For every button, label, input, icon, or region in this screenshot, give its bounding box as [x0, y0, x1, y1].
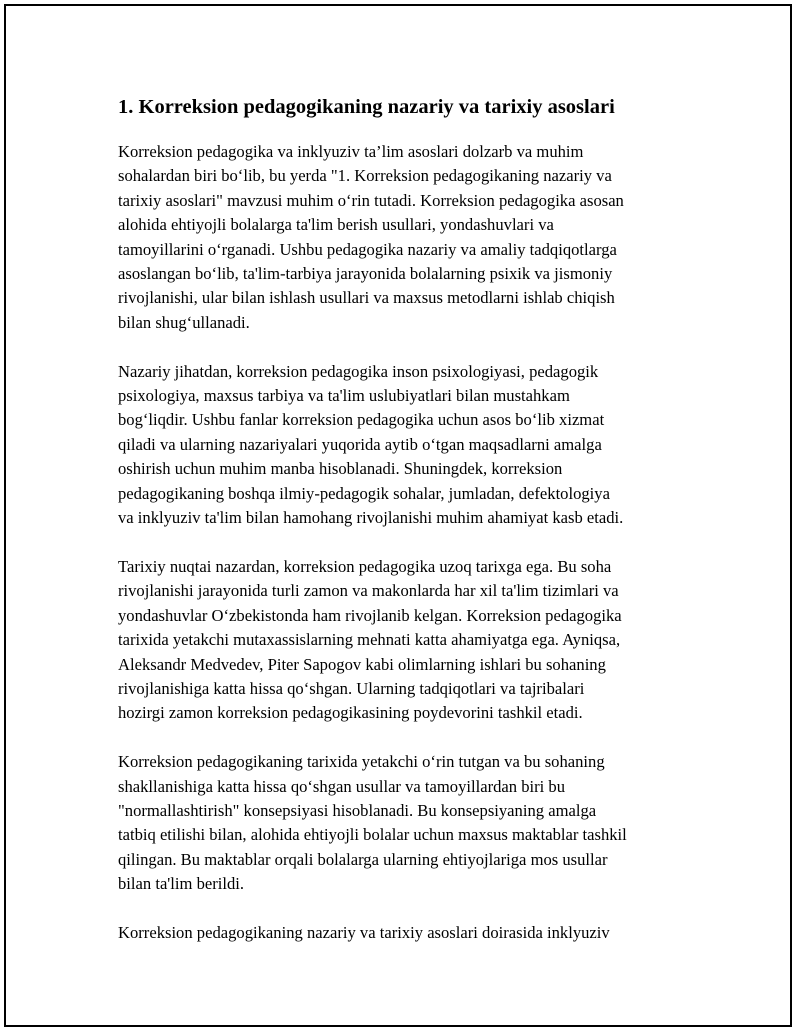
document-page [4, 4, 792, 1027]
text-line: sohalardan biri bo‘lib, bu yerda "1. Korreksion pedagogikaning nazariy va [118, 166, 612, 186]
paragraph-theoretical [118, 360, 678, 531]
text-line: Korreksion pedagogikaning tarixida yetakchi o‘rin tutgan va bu sohaning [118, 752, 605, 772]
text-line: rivojlanishi jarayonida turli zamon va makonlarda har xil ta'lim tizimlari va [118, 581, 619, 601]
text-line: rivojlanishiga katta hissa qo‘shgan. Ularning tadqiqotlari va tajribalari [118, 678, 585, 698]
text-line: asoslangan bo‘lib, ta'lim-tarbiya jarayonida bolalarning psixik va jismoniy [118, 264, 613, 284]
text-line: tarixida yetakchi mutaxassislarning mehnati katta ahamiyatga ega. Ayniqsa, [118, 630, 621, 650]
paragraph-intro [118, 140, 678, 335]
text-line: Nazariy jihatdan, korreksion pedagogika inson psixologiyasi, pedagogik [118, 361, 599, 381]
text-line: "normallashtirish" konsepsiyasi hisoblanadi. Bu konsepsiyaning amalga [118, 800, 597, 820]
text-line: qiladi va ularning nazariyalari yuqorida aytib o‘tgan maqsadlarni amalga [118, 434, 602, 454]
text-line: tatbiq etilishi bilan, alohida ehtiyojli bolalar uchun maxsus maktablar tashkil [118, 825, 627, 845]
text-line: va inklyuziv ta'lim bilan hamohang rivojlanishi muhim ahamiyat kasb etadi. [118, 508, 624, 528]
text-line: psixologiya, maxsus tarbiya va ta'lim uslubiyatlari bilan mustahkam [118, 386, 570, 406]
text-line: shakllanishiga katta hissa qo‘shgan usullar va tamoyillardan biri bu [118, 776, 566, 796]
text-line: Korreksion pedagogika va inklyuziv ta’lim asoslari dolzarb va muhim [118, 142, 584, 161]
text-line: Korreksion pedagogikaning nazariy va tarixiy asoslari doirasida inklyuziv [118, 922, 610, 942]
text-line: pedagogikaning boshqa ilmiy-pedagogik sohalar, jumladan, defektologiya [118, 483, 610, 503]
paragraph-historical [118, 555, 678, 726]
text-line: qilingan. Bu maktablar orqali bolalarga ularning ehtiyojlariga mos usullar [118, 849, 608, 869]
document-body [118, 92, 678, 970]
text-line: alohida ehtiyojli bolalarga ta'lim berish usullari, yondashuvlari va [118, 215, 554, 235]
text-line: Tarixiy nuqtai nazardan, korreksion pedagogika uzoq tarixga ega. Bu soha [118, 556, 612, 576]
text-line: bilan ta'lim berildi. [118, 874, 245, 894]
text-line: bilan shug‘ullanadi. [118, 312, 250, 332]
text-line: rivojlanishi, ular bilan ishlash usullari va maxsus metodlarni ishlab chiqish [118, 288, 615, 308]
text-line: bog‘liqdir. Ushbu fanlar korreksion pedagogika uchun asos bo‘lib xizmat [118, 410, 605, 430]
text-line: oshirish uchun muhim manba hisoblanadi. Shuningdek, korreksion [118, 459, 563, 479]
paragraph-normalization [118, 750, 678, 896]
paragraph-inclusive [118, 921, 678, 945]
text-line: yondashuvlar O‘zbekistonda ham rivojlanib kelgan. Korreksion pedagogika [118, 605, 622, 625]
text-line: Aleksandr Medvedev, Piter Sapogov kabi olimlarning ishlari bu sohaning [118, 654, 606, 674]
text-line: tamoyillarini o‘rganadi. Ushbu pedagogika nazariy va amaliy tadqiqotlarga [118, 239, 617, 259]
text-line: hozirgi zamon korreksion pedagogikasining poydevorini tashkil etadi. [118, 703, 583, 723]
page-title: 1. Korreksion pedagogikaning nazariy va tarixiy asoslari [118, 96, 615, 118]
text-line: tarixiy asoslari" mavzusi muhim o‘rin tutadi. Korreksion pedagogika asosan [118, 190, 624, 210]
